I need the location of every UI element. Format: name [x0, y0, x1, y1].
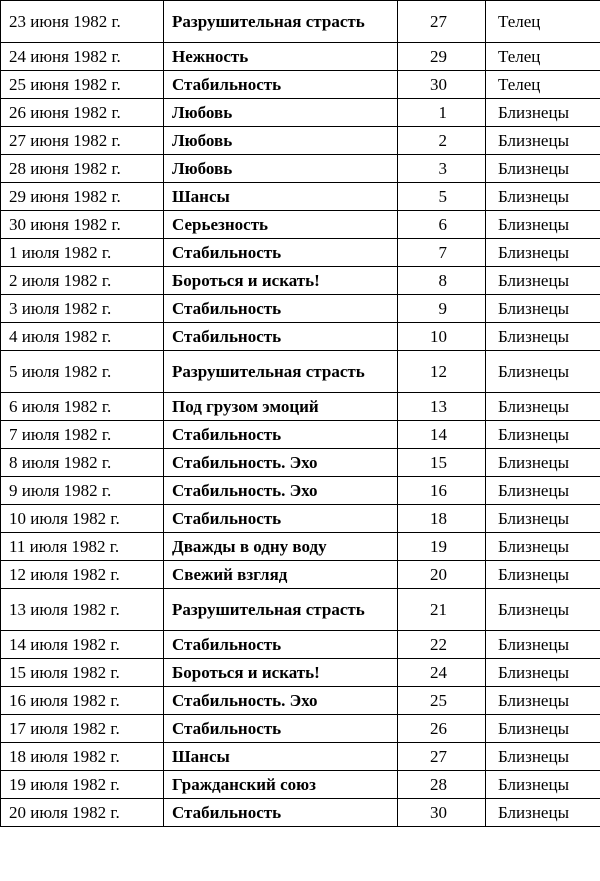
table-row — [1, 393, 600, 421]
table-row — [1, 323, 600, 351]
sign-cell: Близнецы — [486, 155, 600, 183]
date-cell: 11 июля 1982 г. — [1, 533, 164, 561]
sign-cell: Близнецы — [486, 421, 600, 449]
number-cell: 13 — [398, 393, 486, 421]
title-cell: Под грузом эмоций — [164, 393, 398, 421]
sign-cell: Близнецы — [486, 505, 600, 533]
title-cell: Нежность — [164, 43, 398, 71]
title-cell: Шансы — [164, 743, 398, 771]
table-row — [1, 155, 600, 183]
sign-cell: Близнецы — [486, 449, 600, 477]
date-cell: 7 июля 1982 г. — [1, 421, 164, 449]
number-cell: 10 — [398, 323, 486, 351]
table-row — [1, 533, 600, 561]
date-cell: 26 июня 1982 г. — [1, 99, 164, 127]
sign-cell: Близнецы — [486, 99, 600, 127]
title-cell: Стабильность — [164, 421, 398, 449]
date-cell: 15 июля 1982 г. — [1, 659, 164, 687]
number-cell: 5 — [398, 183, 486, 211]
table-row — [1, 183, 600, 211]
number-cell: 29 — [398, 43, 486, 71]
table-row — [1, 127, 600, 155]
title-cell: Серьезность — [164, 211, 398, 239]
sign-cell: Близнецы — [486, 295, 600, 323]
number-cell: 15 — [398, 449, 486, 477]
number-cell: 14 — [398, 421, 486, 449]
number-cell: 8 — [398, 267, 486, 295]
date-cell: 6 июля 1982 г. — [1, 393, 164, 421]
sign-cell: Близнецы — [486, 771, 600, 799]
sign-cell: Близнецы — [486, 799, 600, 827]
number-cell: 7 — [398, 239, 486, 267]
number-cell: 28 — [398, 771, 486, 799]
title-cell: Разрушительная страсть — [164, 589, 398, 631]
number-cell: 30 — [398, 71, 486, 99]
table-row — [1, 631, 600, 659]
sign-cell: Телец — [486, 1, 600, 43]
number-cell: 26 — [398, 715, 486, 743]
title-cell: Любовь — [164, 99, 398, 127]
date-cell: 20 июля 1982 г. — [1, 799, 164, 827]
sign-cell: Близнецы — [486, 267, 600, 295]
number-cell: 2 — [398, 127, 486, 155]
title-cell: Бороться и искать! — [164, 267, 398, 295]
table-row — [1, 267, 600, 295]
sign-cell: Близнецы — [486, 687, 600, 715]
number-cell: 22 — [398, 631, 486, 659]
number-cell: 30 — [398, 799, 486, 827]
table-row — [1, 211, 600, 239]
title-cell: Шансы — [164, 183, 398, 211]
number-cell: 21 — [398, 589, 486, 631]
date-cell: 18 июля 1982 г. — [1, 743, 164, 771]
date-cell: 30 июня 1982 г. — [1, 211, 164, 239]
sign-cell: Близнецы — [486, 239, 600, 267]
title-cell: Стабильность — [164, 295, 398, 323]
sign-cell: Близнецы — [486, 659, 600, 687]
date-cell: 25 июня 1982 г. — [1, 71, 164, 99]
date-cell: 1 июля 1982 г. — [1, 239, 164, 267]
date-cell: 14 июля 1982 г. — [1, 631, 164, 659]
number-cell: 1 — [398, 99, 486, 127]
sign-cell: Близнецы — [486, 561, 600, 589]
table-row — [1, 421, 600, 449]
sign-cell: Близнецы — [486, 533, 600, 561]
table-row — [1, 589, 600, 631]
date-cell: 17 июля 1982 г. — [1, 715, 164, 743]
date-cell: 19 июля 1982 г. — [1, 771, 164, 799]
sign-cell: Телец — [486, 71, 600, 99]
table-row — [1, 561, 600, 589]
table-row — [1, 1, 600, 43]
title-cell: Стабильность — [164, 71, 398, 99]
sign-cell: Близнецы — [486, 743, 600, 771]
table-row — [1, 43, 600, 71]
date-cell: 3 июля 1982 г. — [1, 295, 164, 323]
sign-cell: Близнецы — [486, 351, 600, 393]
table-row — [1, 771, 600, 799]
title-cell: Дважды в одну воду — [164, 533, 398, 561]
sign-cell: Близнецы — [486, 127, 600, 155]
date-cell: 27 июня 1982 г. — [1, 127, 164, 155]
title-cell: Стабильность — [164, 505, 398, 533]
date-cell: 9 июля 1982 г. — [1, 477, 164, 505]
date-cell: 29 июня 1982 г. — [1, 183, 164, 211]
sign-cell: Телец — [486, 43, 600, 71]
title-cell: Стабильность — [164, 631, 398, 659]
date-cell: 16 июля 1982 г. — [1, 687, 164, 715]
sign-cell: Близнецы — [486, 323, 600, 351]
number-cell: 3 — [398, 155, 486, 183]
table-row — [1, 659, 600, 687]
table-row — [1, 715, 600, 743]
date-cell: 13 июля 1982 г. — [1, 589, 164, 631]
sign-cell: Близнецы — [486, 715, 600, 743]
table-row — [1, 449, 600, 477]
title-cell: Стабильность — [164, 715, 398, 743]
table-row — [1, 743, 600, 771]
number-cell: 27 — [398, 1, 486, 43]
title-cell: Разрушительная страсть — [164, 351, 398, 393]
sign-cell: Близнецы — [486, 211, 600, 239]
date-cell: 2 июля 1982 г. — [1, 267, 164, 295]
title-cell: Любовь — [164, 155, 398, 183]
date-cell: 5 июля 1982 г. — [1, 351, 164, 393]
number-cell: 6 — [398, 211, 486, 239]
table-row — [1, 99, 600, 127]
title-cell: Стабильность. Эхо — [164, 477, 398, 505]
number-cell: 18 — [398, 505, 486, 533]
title-cell: Любовь — [164, 127, 398, 155]
table-row — [1, 351, 600, 393]
table-row — [1, 687, 600, 715]
table-row — [1, 505, 600, 533]
title-cell: Стабильность — [164, 323, 398, 351]
sign-cell: Близнецы — [486, 589, 600, 631]
sign-cell: Близнецы — [486, 631, 600, 659]
title-cell: Стабильность — [164, 239, 398, 267]
table-row — [1, 477, 600, 505]
number-cell: 19 — [398, 533, 486, 561]
date-cell: 12 июля 1982 г. — [1, 561, 164, 589]
title-cell: Стабильность. Эхо — [164, 449, 398, 477]
title-cell: Стабильность. Эхо — [164, 687, 398, 715]
title-cell: Бороться и искать! — [164, 659, 398, 687]
number-cell: 20 — [398, 561, 486, 589]
sign-cell: Близнецы — [486, 477, 600, 505]
date-cell: 4 июля 1982 г. — [1, 323, 164, 351]
number-cell: 25 — [398, 687, 486, 715]
date-cell: 23 июня 1982 г. — [1, 1, 164, 43]
date-cell: 10 июля 1982 г. — [1, 505, 164, 533]
title-cell: Стабильность — [164, 799, 398, 827]
number-cell: 16 — [398, 477, 486, 505]
date-cell: 28 июня 1982 г. — [1, 155, 164, 183]
title-cell: Гражданский союз — [164, 771, 398, 799]
table-row — [1, 799, 600, 827]
table-row — [1, 71, 600, 99]
number-cell: 9 — [398, 295, 486, 323]
date-cell: 8 июля 1982 г. — [1, 449, 164, 477]
table-row — [1, 295, 600, 323]
table-row — [1, 239, 600, 267]
title-cell: Разрушительная страсть — [164, 1, 398, 43]
number-cell: 24 — [398, 659, 486, 687]
number-cell: 12 — [398, 351, 486, 393]
title-cell: Свежий взгляд — [164, 561, 398, 589]
number-cell: 27 — [398, 743, 486, 771]
date-cell: 24 июня 1982 г. — [1, 43, 164, 71]
sign-cell: Близнецы — [486, 393, 600, 421]
sign-cell: Близнецы — [486, 183, 600, 211]
